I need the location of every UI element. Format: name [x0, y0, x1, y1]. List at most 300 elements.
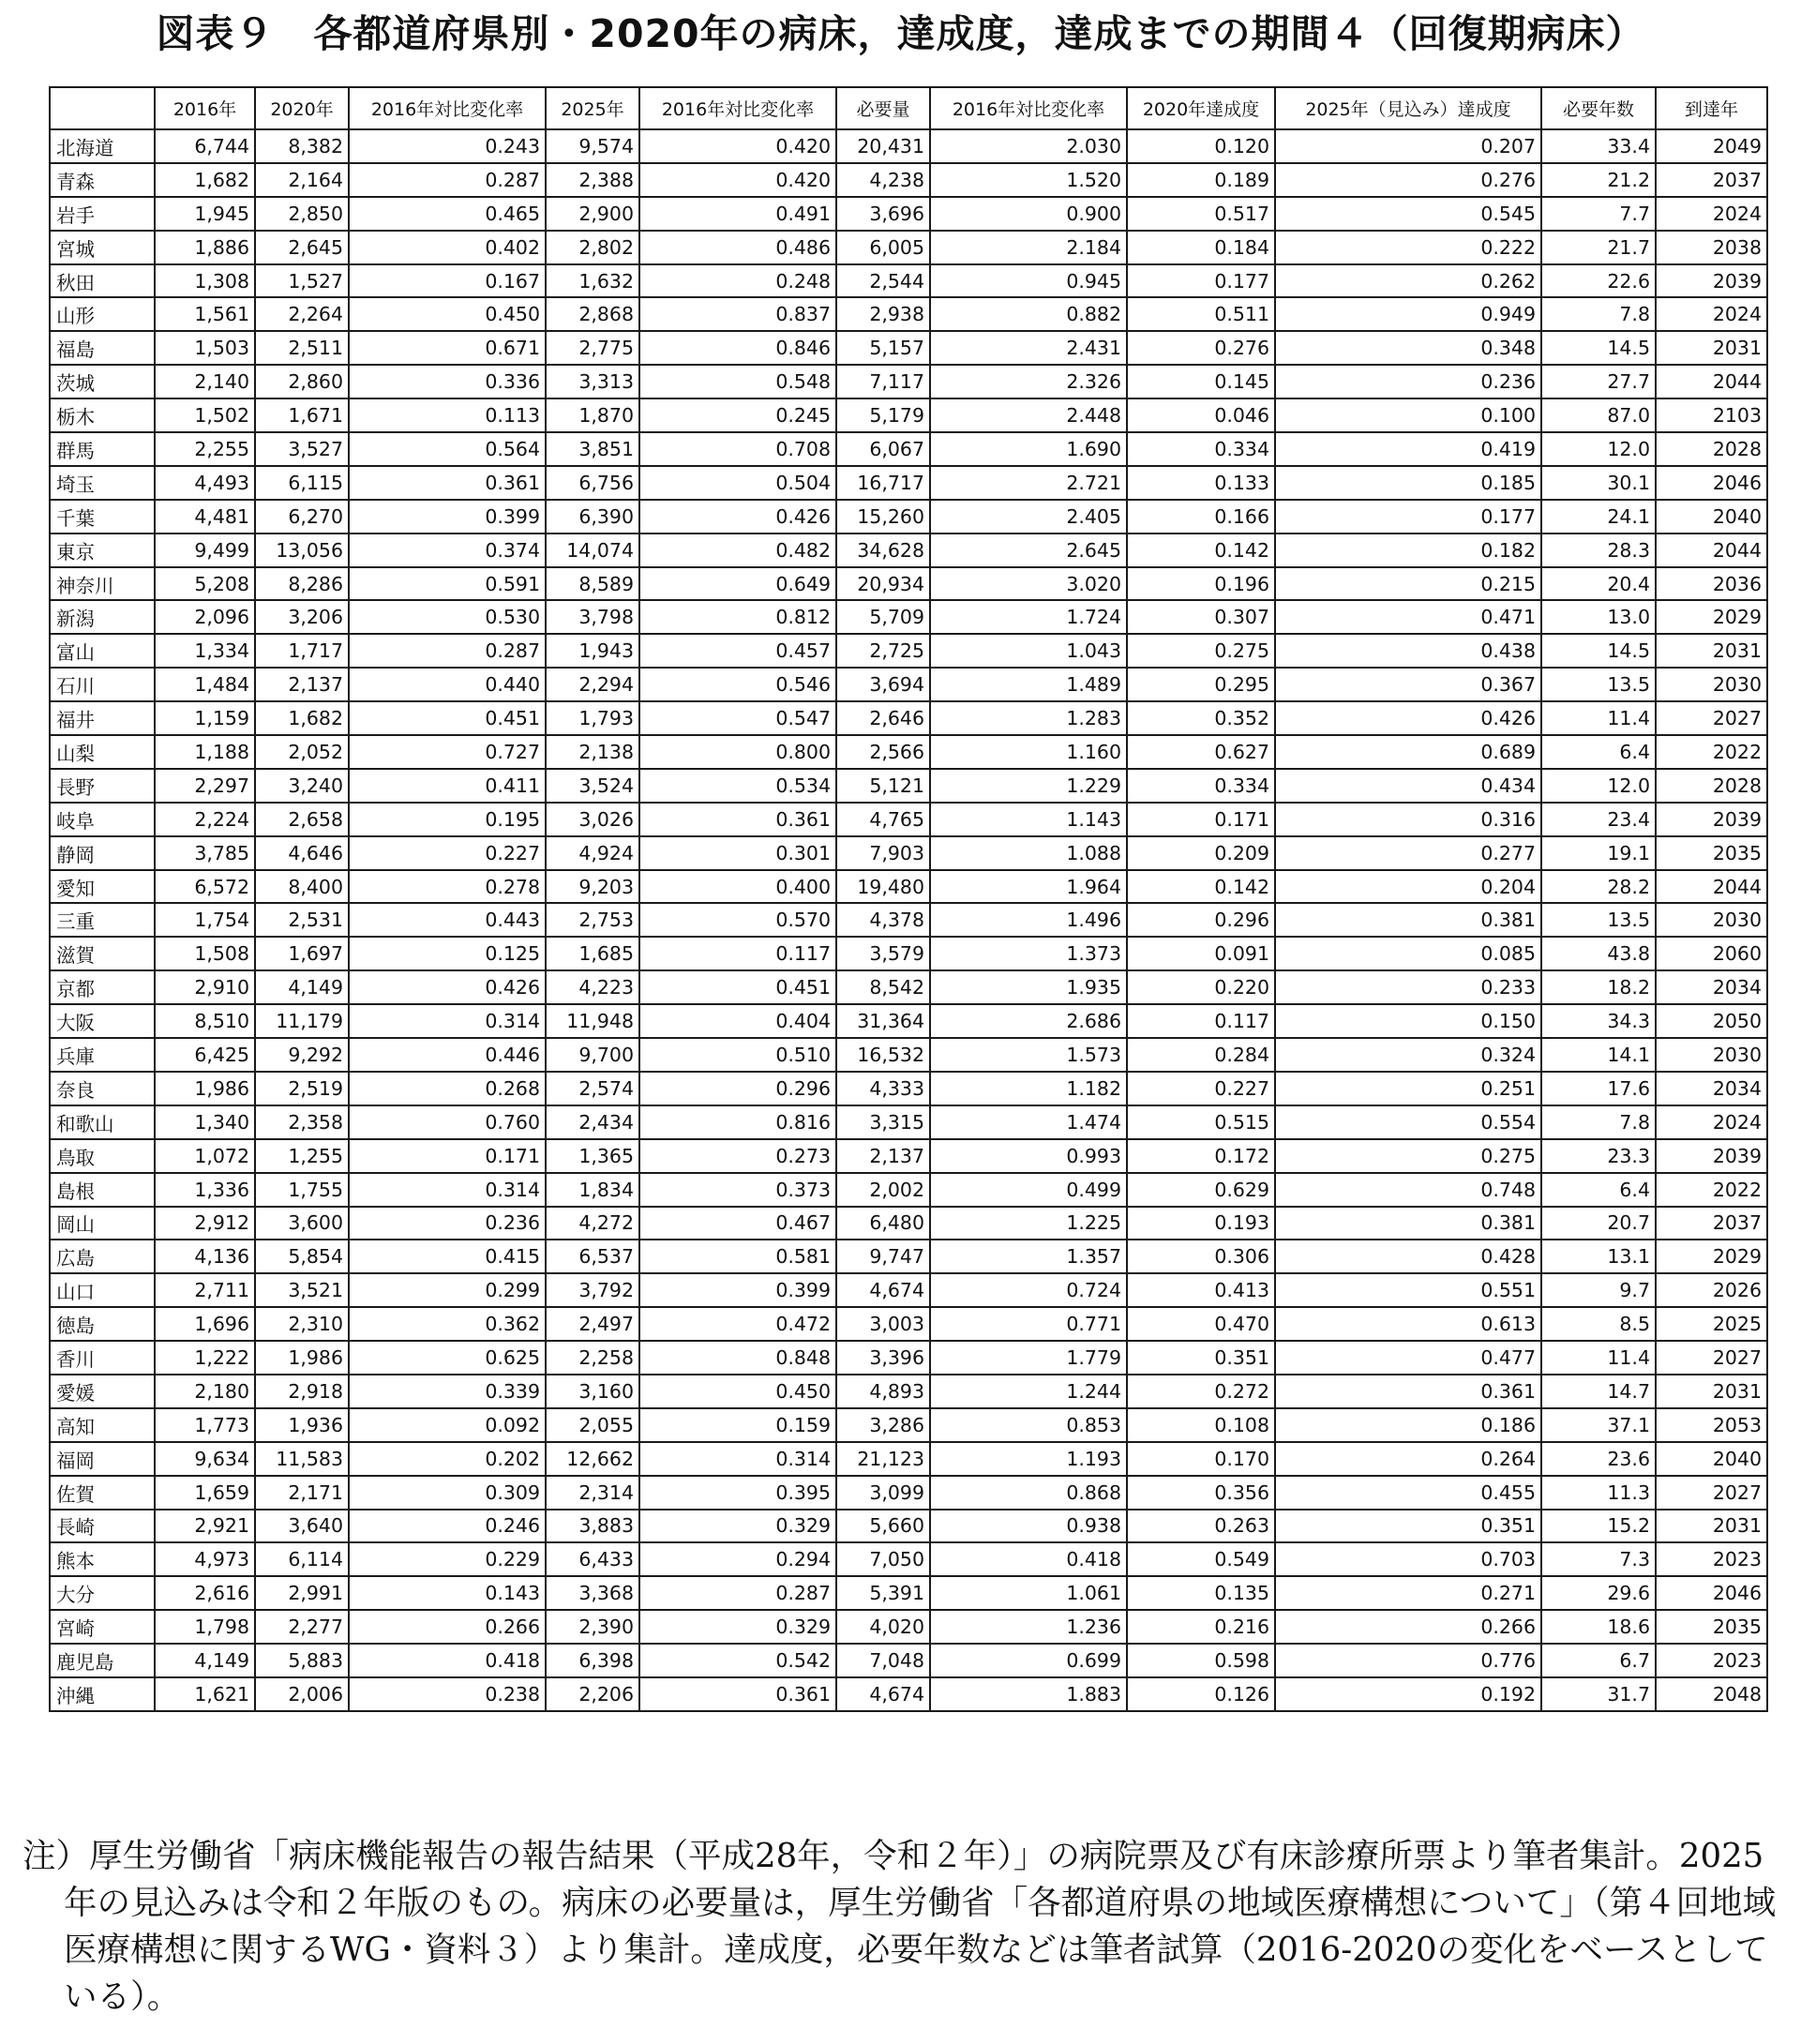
value-cell: 2023	[1656, 1644, 1767, 1677]
prefecture-cell: 千葉	[50, 500, 155, 534]
value-cell: 0.426	[349, 970, 546, 1004]
value-cell: 1,754	[155, 903, 255, 937]
value-cell: 2030	[1656, 1038, 1767, 1072]
value-cell: 0.296	[1127, 903, 1275, 937]
value-cell: 0.287	[349, 163, 546, 197]
value-cell: 1,159	[155, 701, 255, 735]
value-cell: 0.415	[349, 1240, 546, 1273]
value-cell: 0.440	[349, 668, 546, 701]
table-row	[50, 297, 1767, 331]
value-cell: 1,682	[255, 701, 349, 735]
value-cell: 3,785	[155, 836, 255, 870]
value-cell: 3,640	[255, 1510, 349, 1543]
value-cell: 1,834	[546, 1173, 639, 1207]
column-header: 2025年	[546, 87, 639, 129]
value-cell: 2,358	[255, 1105, 349, 1139]
value-cell: 0.373	[639, 1173, 836, 1207]
value-cell: 1,308	[155, 264, 255, 298]
value-cell: 21.2	[1541, 163, 1656, 197]
table-row	[50, 903, 1767, 937]
table-row	[50, 1004, 1767, 1038]
value-cell: 0.348	[1275, 331, 1541, 365]
value-cell: 0.215	[1275, 567, 1541, 601]
value-cell: 0.515	[1127, 1105, 1275, 1139]
value-cell: 0.554	[1275, 1105, 1541, 1139]
value-cell: 2049	[1656, 129, 1767, 163]
value-cell: 2031	[1656, 634, 1767, 668]
value-cell: 0.238	[349, 1677, 546, 1711]
table-row	[50, 1341, 1767, 1375]
value-cell: 7.7	[1541, 197, 1656, 231]
value-cell: 2,002	[836, 1173, 930, 1207]
value-cell: 2040	[1656, 1442, 1767, 1476]
value-cell: 0.451	[639, 970, 836, 1004]
value-cell: 2024	[1656, 297, 1767, 331]
value-cell: 0.243	[349, 129, 546, 163]
value-cell: 2,918	[255, 1375, 349, 1408]
value-cell: 2035	[1656, 836, 1767, 870]
value-cell: 21,123	[836, 1442, 930, 1476]
value-cell: 0.374	[349, 534, 546, 567]
table-row	[50, 1644, 1767, 1677]
value-cell: 0.945	[930, 264, 1127, 298]
value-cell: 0.419	[1275, 432, 1541, 466]
value-cell: 8,400	[255, 870, 349, 904]
value-cell: 1,886	[155, 231, 255, 264]
table-row	[50, 836, 1767, 870]
value-cell: 1,340	[155, 1105, 255, 1139]
value-cell: 0.399	[639, 1273, 836, 1307]
value-cell: 9,499	[155, 534, 255, 567]
value-cell: 2,991	[255, 1576, 349, 1610]
value-cell: 1.088	[930, 836, 1127, 870]
value-cell: 0.402	[349, 231, 546, 264]
value-cell: 4,493	[155, 466, 255, 500]
value-cell: 3,694	[836, 668, 930, 701]
value-cell: 2031	[1656, 1510, 1767, 1543]
value-cell: 4,238	[836, 163, 930, 197]
prefecture-cell: 三重	[50, 903, 155, 937]
value-cell: 0.800	[639, 735, 836, 769]
value-cell: 5,391	[836, 1576, 930, 1610]
value-cell: 8,510	[155, 1004, 255, 1038]
prefecture-cell: 山形	[50, 297, 155, 331]
value-cell: 6,756	[546, 466, 639, 500]
value-cell: 2,850	[255, 197, 349, 231]
value-cell: 3.020	[930, 567, 1127, 601]
value-cell: 2044	[1656, 534, 1767, 567]
value-cell: 2,224	[155, 803, 255, 836]
value-cell: 2,052	[255, 735, 349, 769]
value-cell: 3,696	[836, 197, 930, 231]
table-row	[50, 129, 1767, 163]
value-cell: 2,164	[255, 163, 349, 197]
prefecture-cell: 宮城	[50, 231, 155, 264]
value-cell: 0.708	[639, 432, 836, 466]
value-cell: 0.471	[1275, 600, 1541, 634]
table-row	[50, 735, 1767, 769]
value-cell: 0.268	[349, 1072, 546, 1105]
value-cell: 0.381	[1275, 1207, 1541, 1240]
value-cell: 1,503	[155, 331, 255, 365]
value-cell: 0.251	[1275, 1072, 1541, 1105]
value-cell: 0.361	[639, 1677, 836, 1711]
value-cell: 0.564	[349, 432, 546, 466]
value-cell: 0.329	[639, 1510, 836, 1543]
value-cell: 4,765	[836, 803, 930, 836]
table-row	[50, 1139, 1767, 1173]
value-cell: 0.275	[1275, 1139, 1541, 1173]
value-cell: 1,936	[255, 1408, 349, 1442]
value-cell: 1.883	[930, 1677, 1127, 1711]
value-cell: 2,531	[255, 903, 349, 937]
value-cell: 0.236	[349, 1207, 546, 1240]
value-cell: 15.2	[1541, 1510, 1656, 1543]
value-cell: 1,717	[255, 634, 349, 668]
value-cell: 1.043	[930, 634, 1127, 668]
value-cell: 6.4	[1541, 1173, 1656, 1207]
value-cell: 0.395	[639, 1476, 836, 1510]
value-cell: 3,313	[546, 365, 639, 398]
value-cell: 0.271	[1275, 1576, 1541, 1610]
value-cell: 0.284	[1127, 1038, 1275, 1072]
value-cell: 7,903	[836, 836, 930, 870]
value-cell: 0.266	[349, 1610, 546, 1644]
value-cell: 2,519	[255, 1072, 349, 1105]
value-cell: 0.202	[349, 1442, 546, 1476]
value-cell: 5,660	[836, 1510, 930, 1543]
value-cell: 0.428	[1275, 1240, 1541, 1273]
value-cell: 0.993	[930, 1139, 1127, 1173]
value-cell: 0.117	[639, 937, 836, 970]
value-cell: 0.307	[1127, 600, 1275, 634]
value-cell: 1.061	[930, 1576, 1127, 1610]
value-cell: 1,945	[155, 197, 255, 231]
value-cell: 0.837	[639, 297, 836, 331]
prefecture-cell: 兵庫	[50, 1038, 155, 1072]
table-row	[50, 1510, 1767, 1543]
value-cell: 2.326	[930, 365, 1127, 398]
value-cell: 2037	[1656, 163, 1767, 197]
value-cell: 4,223	[546, 970, 639, 1004]
value-cell: 0.467	[639, 1207, 836, 1240]
table-row	[50, 1173, 1767, 1207]
prefecture-cell: 東京	[50, 534, 155, 567]
table-row	[50, 803, 1767, 836]
value-cell: 0.361	[1275, 1375, 1541, 1408]
value-cell: 0.443	[349, 903, 546, 937]
value-cell: 0.336	[349, 365, 546, 398]
value-cell: 6,480	[836, 1207, 930, 1240]
value-cell: 0.465	[349, 197, 546, 231]
value-cell: 4,674	[836, 1273, 930, 1307]
value-cell: 6,425	[155, 1038, 255, 1072]
value-cell: 0.446	[349, 1038, 546, 1072]
prefecture-cell: 島根	[50, 1173, 155, 1207]
value-cell: 20,431	[836, 129, 930, 163]
value-cell: 0.306	[1127, 1240, 1275, 1273]
value-cell: 0.229	[349, 1542, 546, 1576]
value-cell: 9,574	[546, 129, 639, 163]
value-cell: 4,149	[255, 970, 349, 1004]
value-cell: 2029	[1656, 1240, 1767, 1273]
value-cell: 0.748	[1275, 1173, 1541, 1207]
value-cell: 0.629	[1127, 1173, 1275, 1207]
value-cell: 2050	[1656, 1004, 1767, 1038]
prefecture-cell: 岩手	[50, 197, 155, 231]
table-row	[50, 197, 1767, 231]
value-cell: 2,180	[155, 1375, 255, 1408]
value-cell: 0.581	[639, 1240, 836, 1273]
value-cell: 2,544	[836, 264, 930, 298]
prefecture-cell: 埼玉	[50, 466, 155, 500]
value-cell: 2,055	[546, 1408, 639, 1442]
figure-title: 図表９ 各都道府県別・2020年の病床，達成度，達成までの期間４（回復期病床）	[156, 11, 1645, 56]
value-cell: 3,368	[546, 1576, 639, 1610]
value-cell: 2060	[1656, 937, 1767, 970]
value-cell: 1,798	[155, 1610, 255, 1644]
value-cell: 0.170	[1127, 1442, 1275, 1476]
value-cell: 0.113	[349, 398, 546, 432]
value-cell: 2031	[1656, 1375, 1767, 1408]
value-cell: 0.295	[1127, 668, 1275, 701]
value-cell: 37.1	[1541, 1408, 1656, 1442]
value-cell: 23.3	[1541, 1139, 1656, 1173]
value-cell: 2,725	[836, 634, 930, 668]
prefecture-cell: 宮崎	[50, 1610, 155, 1644]
value-cell: 1.779	[930, 1341, 1127, 1375]
column-header: 到達年	[1656, 87, 1767, 129]
value-cell: 12,662	[546, 1442, 639, 1476]
value-cell: 4,272	[546, 1207, 639, 1240]
value-cell: 13.5	[1541, 668, 1656, 701]
value-cell: 8,286	[255, 567, 349, 601]
value-cell: 2044	[1656, 870, 1767, 904]
column-header: 2025年（見込み）達成度	[1275, 87, 1541, 129]
table-row	[50, 937, 1767, 970]
table-row	[50, 1273, 1767, 1307]
value-cell: 0.649	[639, 567, 836, 601]
value-cell: 1.489	[930, 668, 1127, 701]
prefecture-cell: 山口	[50, 1273, 155, 1307]
value-cell: 11,583	[255, 1442, 349, 1476]
value-cell: 2031	[1656, 331, 1767, 365]
prefecture-cell: 京都	[50, 970, 155, 1004]
value-cell: 22.6	[1541, 264, 1656, 298]
prefecture-cell: 愛知	[50, 870, 155, 904]
value-cell: 0.411	[349, 769, 546, 803]
value-cell: 1,561	[155, 297, 255, 331]
value-cell: 0.418	[349, 1644, 546, 1677]
value-cell: 0.816	[639, 1105, 836, 1139]
value-cell: 1,943	[546, 634, 639, 668]
value-cell: 0.143	[349, 1576, 546, 1610]
value-cell: 7.8	[1541, 297, 1656, 331]
value-cell: 4,646	[255, 836, 349, 870]
table-row	[50, 668, 1767, 701]
value-cell: 5,208	[155, 567, 255, 601]
table-row	[50, 1207, 1767, 1240]
value-cell: 2,910	[155, 970, 255, 1004]
value-cell: 2103	[1656, 398, 1767, 432]
value-cell: 0.517	[1127, 197, 1275, 231]
value-cell: 4,333	[836, 1072, 930, 1105]
value-cell: 2.431	[930, 331, 1127, 365]
value-cell: 6,572	[155, 870, 255, 904]
value-cell: 2026	[1656, 1273, 1767, 1307]
prefecture-cell: 大分	[50, 1576, 155, 1610]
prefecture-cell: 滋賀	[50, 937, 155, 970]
footnote	[23, 1833, 1780, 2021]
column-header: 2016年対比変化率	[639, 87, 836, 129]
value-cell: 2,310	[255, 1307, 349, 1341]
value-cell: 0.570	[639, 903, 836, 937]
value-cell: 0.548	[639, 365, 836, 398]
value-cell: 0.185	[1275, 466, 1541, 500]
value-cell: 14,074	[546, 534, 639, 567]
value-cell: 2,297	[155, 769, 255, 803]
value-cell: 0.287	[639, 1576, 836, 1610]
value-cell: 87.0	[1541, 398, 1656, 432]
value-cell: 2027	[1656, 701, 1767, 735]
value-cell: 0.195	[349, 803, 546, 836]
value-cell: 4,674	[836, 1677, 930, 1711]
value-cell: 1.496	[930, 903, 1127, 937]
value-cell: 2,006	[255, 1677, 349, 1711]
value-cell: 0.426	[639, 500, 836, 534]
value-cell: 0.470	[1127, 1307, 1275, 1341]
value-cell: 0.486	[639, 231, 836, 264]
table-row	[50, 1442, 1767, 1476]
value-cell: 30.1	[1541, 466, 1656, 500]
value-cell: 1.964	[930, 870, 1127, 904]
value-cell: 0.126	[1127, 1677, 1275, 1711]
value-cell: 0.334	[1127, 432, 1275, 466]
value-cell: 6,270	[255, 500, 349, 534]
value-cell: 1.193	[930, 1442, 1127, 1476]
value-cell: 0.351	[1275, 1510, 1541, 1543]
value-cell: 12.0	[1541, 769, 1656, 803]
value-cell: 5,121	[836, 769, 930, 803]
value-cell: 0.196	[1127, 567, 1275, 601]
value-cell: 1,508	[155, 937, 255, 970]
prefecture-cell: 熊本	[50, 1542, 155, 1576]
value-cell: 1.225	[930, 1207, 1127, 1240]
value-cell: 2044	[1656, 365, 1767, 398]
value-cell: 11,948	[546, 1004, 639, 1038]
value-cell: 0.434	[1275, 769, 1541, 803]
value-cell: 0.272	[1127, 1375, 1275, 1408]
value-cell: 0.418	[930, 1542, 1127, 1576]
prefecture-cell: 北海道	[50, 129, 155, 163]
value-cell: 2029	[1656, 600, 1767, 634]
value-cell: 11,179	[255, 1004, 349, 1038]
value-cell: 0.771	[930, 1307, 1127, 1341]
table-row	[50, 870, 1767, 904]
value-cell: 1,986	[255, 1341, 349, 1375]
value-cell: 0.189	[1127, 163, 1275, 197]
value-cell: 9,747	[836, 1240, 930, 1273]
prefecture-cell: 大阪	[50, 1004, 155, 1038]
value-cell: 18.2	[1541, 970, 1656, 1004]
value-cell: 8,542	[836, 970, 930, 1004]
prefecture-cell: 岐阜	[50, 803, 155, 836]
value-cell: 0.703	[1275, 1542, 1541, 1576]
value-cell: 0.216	[1127, 1610, 1275, 1644]
value-cell: 0.329	[639, 1610, 836, 1644]
value-cell: 6,005	[836, 231, 930, 264]
value-cell: 11.4	[1541, 701, 1656, 735]
value-cell: 0.324	[1275, 1038, 1541, 1072]
value-cell: 0.100	[1275, 398, 1541, 432]
value-cell: 2046	[1656, 1576, 1767, 1610]
value-cell: 1.357	[930, 1240, 1127, 1273]
value-cell: 7,117	[836, 365, 930, 398]
table-row	[50, 1610, 1767, 1644]
value-cell: 0.246	[349, 1510, 546, 1543]
value-cell: 0.266	[1275, 1610, 1541, 1644]
value-cell: 2,140	[155, 365, 255, 398]
value-cell: 0.209	[1127, 836, 1275, 870]
value-cell: 0.314	[349, 1004, 546, 1038]
value-cell: 2028	[1656, 769, 1767, 803]
prefecture-cell: 長崎	[50, 1510, 155, 1543]
prefecture-cell: 神奈川	[50, 567, 155, 601]
value-cell: 11.4	[1541, 1341, 1656, 1375]
table-row	[50, 231, 1767, 264]
column-header: 必要年数	[1541, 87, 1656, 129]
value-cell: 2.721	[930, 466, 1127, 500]
value-cell: 0.091	[1127, 937, 1275, 970]
table-row	[50, 600, 1767, 634]
value-cell: 2,314	[546, 1476, 639, 1510]
value-cell: 1,870	[546, 398, 639, 432]
value-cell: 23.6	[1541, 1442, 1656, 1476]
table-row	[50, 432, 1767, 466]
value-cell: 19,480	[836, 870, 930, 904]
prefecture-cell: 茨城	[50, 365, 155, 398]
value-cell: 20.4	[1541, 567, 1656, 601]
value-cell: 2,802	[546, 231, 639, 264]
table-row	[50, 1542, 1767, 1576]
table-row	[50, 1072, 1767, 1105]
value-cell: 28.3	[1541, 534, 1656, 567]
value-cell: 2,511	[255, 331, 349, 365]
value-cell: 0.356	[1127, 1476, 1275, 1510]
value-cell: 2,616	[155, 1576, 255, 1610]
value-cell: 0.549	[1127, 1542, 1275, 1576]
value-cell: 11.3	[1541, 1476, 1656, 1510]
table-row	[50, 1677, 1767, 1711]
value-cell: 1.182	[930, 1072, 1127, 1105]
value-cell: 3,286	[836, 1408, 930, 1442]
table-row	[50, 567, 1767, 601]
value-cell: 0.309	[349, 1476, 546, 1510]
value-cell: 0.450	[349, 297, 546, 331]
value-cell: 0.689	[1275, 735, 1541, 769]
value-cell: 1.474	[930, 1105, 1127, 1139]
value-cell: 28.2	[1541, 870, 1656, 904]
value-cell: 14.7	[1541, 1375, 1656, 1408]
value-cell: 0.900	[930, 197, 1127, 231]
value-cell: 4,136	[155, 1240, 255, 1273]
value-cell: 0.133	[1127, 466, 1275, 500]
value-cell: 43.8	[1541, 937, 1656, 970]
column-header	[50, 87, 155, 129]
value-cell: 2,137	[255, 668, 349, 701]
value-cell: 0.301	[639, 836, 836, 870]
value-cell: 2022	[1656, 735, 1767, 769]
